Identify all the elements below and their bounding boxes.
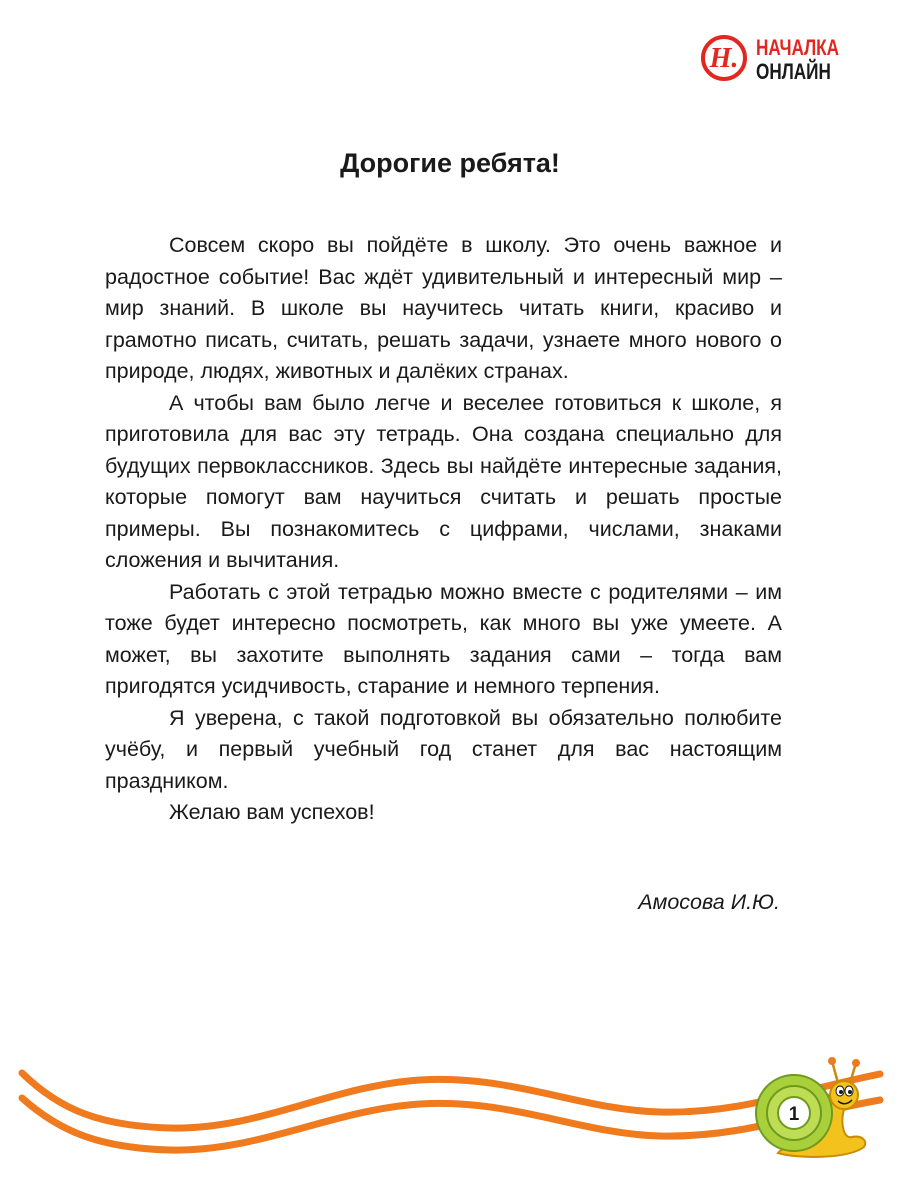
logo-emblem-text: Н. (709, 43, 739, 74)
snail-icon (748, 1055, 878, 1165)
paragraph-4: Я уверена, с такой подготовкой вы обязательно полюбите учёбу, и первый учебный год станет для вас настоящим праздником. (105, 705, 782, 793)
page-number: 1 (788, 1104, 800, 1125)
logo-emblem-icon (700, 34, 748, 82)
page-title: Дорогие ребята! (340, 148, 560, 178)
letter-body (105, 230, 782, 829)
logo (700, 32, 850, 92)
paragraph-3: Работать с этой тетрадью можно вместе с родителями – им тоже будет интересно посмотреть, как много вы уже умеете. А может, вы захотите выполнять задания сами – тогда вам пригодятся усидчивость, старание и немного терпения. (105, 579, 782, 698)
paragraph-1: Совсем скоро вы пойдёте в школу. Это очень важное и радостное событие! Вас ждёт удивительный и интересный мир – мир знаний. В школе вы научитесь читать книги, красиво и грамотно писать, считать, решать задачи, узнаете много нового о природе, людях, животных и далёких странах. (105, 233, 782, 383)
logo-line2: ОНЛАЙН (756, 59, 831, 84)
paragraph-5: Желаю вам успехов! (169, 800, 375, 824)
paragraph-2: А чтобы вам было легче и веселее готовиться к школе, я приготовила для вас эту тетрадь. Она создана специально для будущих первоклассников. Здесь вы найдёте интересные задания, которые помогут вам научиться считать и решать простые примеры. Вы познакомитесь с цифрами, числами, знаками сложения и вычитания. (105, 390, 782, 572)
logo-line1: НАЧАЛКА (756, 35, 840, 60)
logo-text (756, 36, 839, 84)
signature: Амосова И.Ю. (638, 890, 780, 914)
